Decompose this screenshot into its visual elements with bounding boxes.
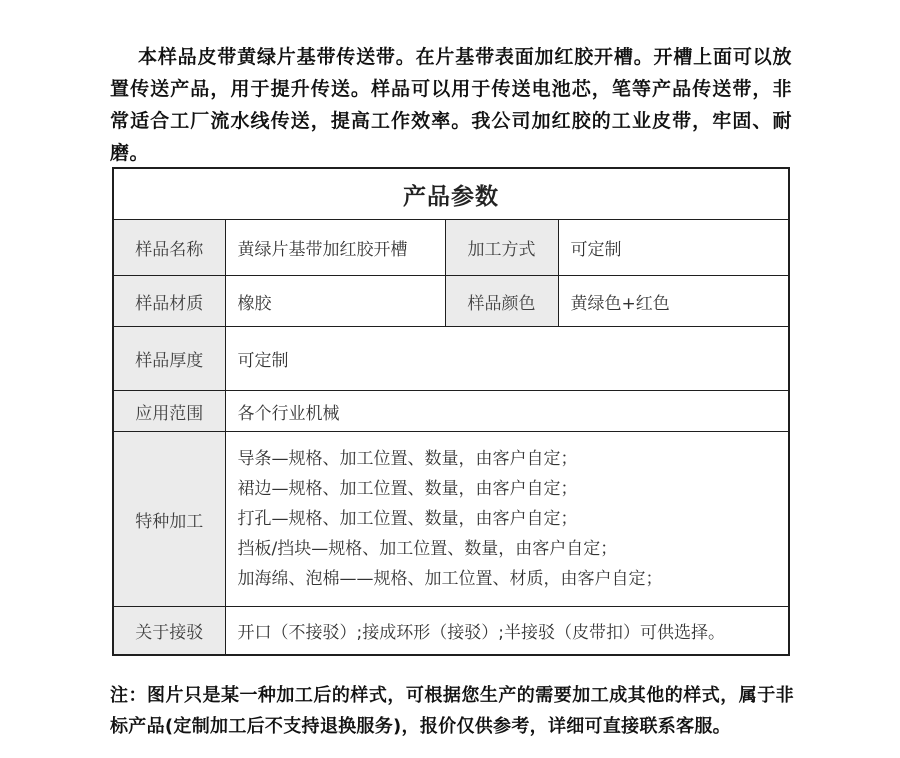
table-title: 产品参数 [113,168,789,220]
intro-paragraph: 本样品皮带黄绿片基带传送带。在片基带表面加红胶开槽。开槽上面可以放置传送产品，用于提升传送。样品可以用于传送电池芯，笔等产品传送带，非常适合工厂流水线传送，提高工作效率。我公司加红胶的工业皮带，牢固、耐磨。 [110,46,792,164]
param-value-processing-method: 可定制 [558,220,789,276]
param-value-about-joining: 开口（不接驳）;接成环形（接驳）;半接驳（皮带扣）可供选择。 [225,607,789,656]
product-params-table [112,167,790,656]
param-value-application-scope: 各个行业机械 [225,391,789,432]
param-value-sample-name: 黄绿片基带加红胶开槽 [225,220,445,276]
param-value-sample-thickness: 可定制 [225,327,789,391]
special-processing-line: 加海绵、泡棉——规格、加工位置、材质，由客户自定； [237,569,663,589]
table-row [113,327,789,391]
param-label-application-scope: 应用范围 [113,391,225,432]
param-label-sample-name: 样品名称 [113,220,225,276]
table-row [113,220,789,276]
special-processing-line: 导条—规格、加工位置、数量，由客户自定； [237,449,578,469]
param-label-special-processing: 特种加工 [113,432,225,607]
special-processing-line: 打孔—规格、加工位置、数量，由客户自定； [237,509,578,529]
param-label-sample-color: 样品颜色 [445,276,558,327]
table-row [113,391,789,432]
param-label-about-joining: 关于接驳 [113,607,225,656]
note-text: 注：图片只是某一种加工后的样式，可根据您生产的需要加工成其他的样式，属于非标产品(定制加工后不支持退换服务)，报价仅供参考，详细可直接联系客服。 [110,685,794,737]
table-row [113,432,789,607]
param-label-sample-thickness: 样品厚度 [113,327,225,391]
param-label-sample-material: 样品材质 [113,276,225,327]
param-value-sample-color: 黄绿色+红色 [558,276,789,327]
table-title-row [113,168,789,220]
special-processing-line: 裙边—规格、加工位置、数量，由客户自定； [237,479,578,499]
table-row [113,607,789,656]
special-processing-line: 挡板/挡块—规格、加工位置、数量，由客户自定； [237,539,618,559]
param-value-special-processing [225,432,789,607]
param-value-sample-material: 橡胶 [225,276,445,327]
param-label-processing-method: 加工方式 [445,220,558,276]
table-row [113,276,789,327]
